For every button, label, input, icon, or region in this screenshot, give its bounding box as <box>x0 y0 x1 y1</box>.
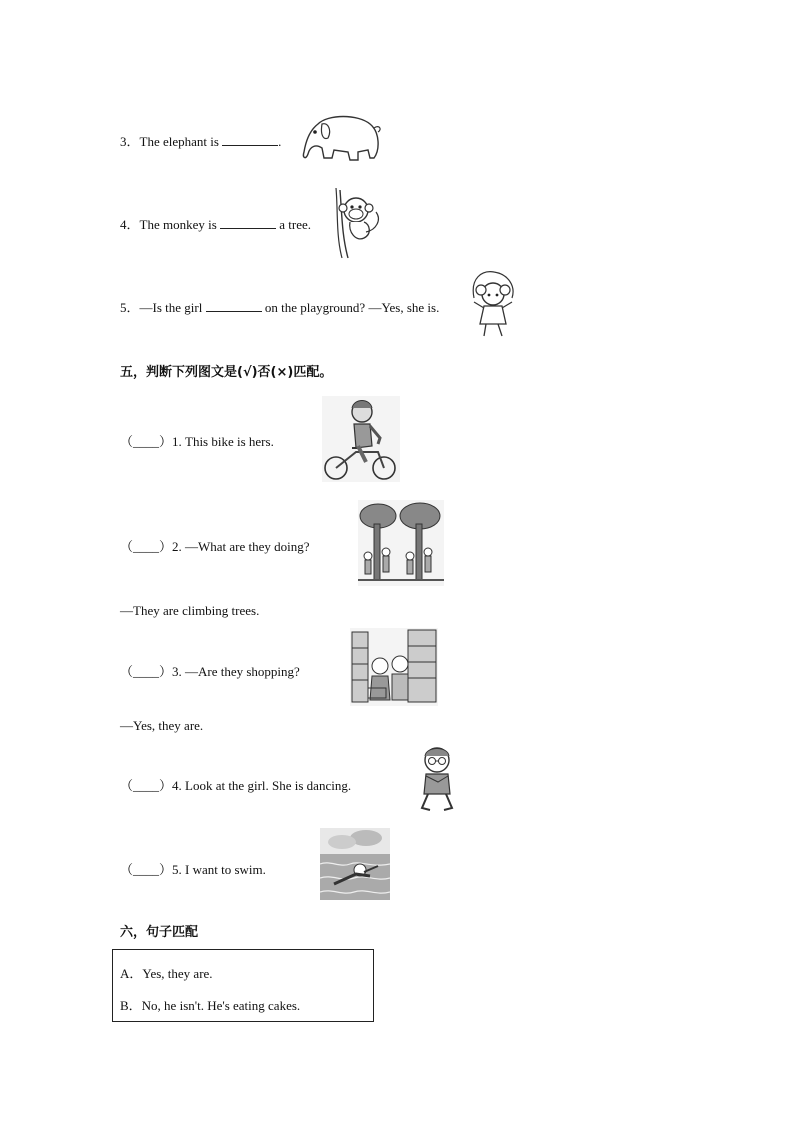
q3-prefix: 3．The elephant is <box>120 134 223 149</box>
section-5-heading: 五，判断下列图文是(√)否(×)匹配。 <box>120 365 333 380</box>
q5-suffix: on the playground? —Yes, she is. <box>261 300 440 315</box>
q4-prefix: 4．The monkey is <box>120 217 221 232</box>
children-trees-icon <box>358 500 444 586</box>
q3-suffix: . <box>278 134 282 149</box>
elephant-icon <box>298 110 384 166</box>
judge-question-5: （____）5. I want to swim. <box>120 862 266 877</box>
jumping-girl-icon <box>466 268 520 340</box>
option-b: B．No, he isn't. He's eating cakes. <box>120 998 301 1013</box>
section-6-heading: 六，句子匹配 <box>120 925 199 940</box>
swimmer-icon <box>320 828 390 900</box>
judge-question-2-answer: —They are climbing trees. <box>120 603 260 618</box>
monkey-icon <box>330 186 386 260</box>
shop-kids-icon <box>350 628 438 706</box>
option-a: A．Yes, they are. <box>120 966 213 981</box>
judge-question-4: （____）4. Look at the girl. She is dancing. <box>120 778 352 793</box>
judge-question-1: （____）1. This bike is hers. <box>120 434 274 449</box>
answer-blank[interactable] <box>206 300 262 312</box>
question-4-4 <box>120 214 311 233</box>
q5-prefix: 5．—Is the girl <box>120 300 206 315</box>
answer-blank[interactable] <box>220 217 276 229</box>
question-4-5 <box>120 297 439 316</box>
judge-question-2: （____）2. —What are they doing? <box>120 539 310 554</box>
judge-question-3: （____）3. —Are they shopping? <box>120 664 300 679</box>
boy-glasses-icon <box>412 742 462 814</box>
judge-question-3-answer: —Yes, they are. <box>120 718 204 733</box>
answer-blank[interactable] <box>222 134 278 146</box>
answer-options-box <box>112 949 374 1022</box>
q4-suffix: a tree. <box>276 217 312 232</box>
boy-on-bike-icon <box>322 396 400 482</box>
question-4-3 <box>120 131 281 150</box>
